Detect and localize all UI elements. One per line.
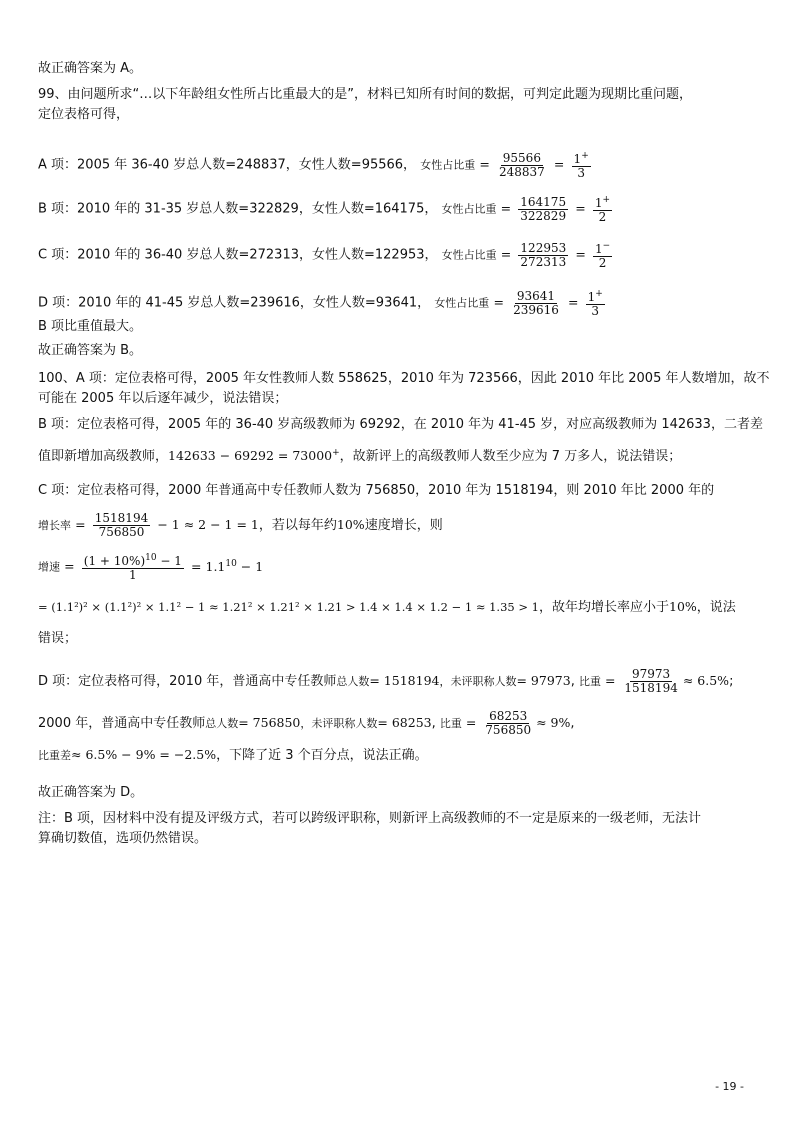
option-c-line: C 项：2010 年的 36-40 岁总人数=272313，女性人数=122953， 女性占比重 = $\frac{122953}{272313}$ = $\frac{1^-}{2}$	[38, 240, 611, 270]
option-b-text: B 项：2010 年的 31-35 岁总人数=322829，女性人数=164175，	[38, 201, 438, 217]
answer-b-line: 故正确答案为 B。	[38, 343, 143, 358]
estimate-math: = (1.1²)² × (1.1²)² × 1.1² − 1 ≈ 1.21² × 1.21² × 1.21 > 1.4 × 1.4 × 1.2 − 1 ≈ 1.35 > 1	[38, 600, 539, 614]
q100-b-line: B 项：定位表格可得，2005 年的 36-40 岁高级教师为 69292，在 2010 年为 41-45 岁，对应高级教师为 142633，二者差	[38, 417, 763, 432]
option-c-result: $\frac{1^-}{2}$	[595, 241, 611, 270]
answer-d-line: 故正确答案为 D。	[38, 785, 144, 800]
option-a-text: A 项：2005 年 36-40 岁总人数=248837，女性人数=95566，	[38, 157, 417, 173]
page-number: - 19 -	[715, 1080, 744, 1093]
conclusion-b-max: B 项比重值最大。	[38, 319, 143, 334]
option-c-label: 女性占比重	[441, 248, 497, 262]
d2010-ratio-fraction: $\frac{97973}{1518194}$	[624, 667, 678, 695]
option-d-line: D 项：2010 年的 41-45 岁总人数=239616，女性人数=93641， 女性占比重 = $\frac{93641}{239616}$ = $\frac{1^+}{3}$	[38, 288, 603, 318]
option-a-result: $\frac{1^+}{3}$	[573, 151, 589, 180]
d2000-ratio-fraction: $\frac{68253}{756850}$	[485, 709, 532, 737]
option-b-result: $\frac{1^+}{2}$	[594, 195, 611, 224]
option-d-result: $\frac{1^+}{3}$	[587, 289, 603, 318]
q99-intro: 99、由问题所求“…以下年龄组女性所占比重最大的是”，材料已知所有时间的数据，可判定此题为现期比重问题，	[38, 87, 693, 102]
option-d-fraction: $\frac{93641}{239616}$	[513, 288, 559, 317]
estimate-line-cont: 错误；	[38, 631, 78, 646]
ratio-diff-line: 比重差≈ 6.5% − 9% = −2.5%，下降了近 3 个百分点，说法正确。	[38, 747, 428, 763]
q100-d-line: D 项：定位表格可得，2010 年，普通高中专任教师总人数= 1518194，未评职称人数= 97973, 比重 = $\frac{97973}{1518194}$ ≈ 6.5%;	[38, 667, 734, 695]
speed-fraction: $\frac{(1 + 10\%)^{10} - 1}{1}$	[83, 553, 182, 582]
answer-a-line: 故正确答案为 A。	[38, 61, 143, 76]
option-b-label: 女性占比重	[441, 202, 497, 216]
option-c-fraction: $\frac{122953}{272313}$	[520, 240, 567, 269]
option-a-label: 女性占比重	[420, 158, 476, 172]
q100-a-line: 100、A 项：定位表格可得，2005 年女性教师人数 558625，2010 年为 723566，因此 2010 年比 2005 年人数增加，故不	[38, 371, 770, 386]
new-teachers-math: 142633 − 69292 = 73000+	[168, 448, 340, 464]
q100-a-line-cont: 可能在 2005 年以后逐年减少，说法错误；	[38, 391, 288, 406]
option-b-line: B 项：2010 年的 31-35 岁总人数=322829，女性人数=164175， 女性占比重 = $\frac{164175}{322829}$ = $\frac{1^+}{2}$	[38, 194, 611, 224]
option-d-label: 女性占比重	[434, 296, 490, 310]
growth-rate-line: 增长率 = $\frac{1518194}{756850}$ − 1 ≈ 2 − 1 = 1，若以每年约10%速度增长，则	[38, 511, 443, 539]
growth-rate-label: 增长率	[38, 519, 71, 532]
estimate-line: = (1.1²)² × (1.1²)² × 1.1² − 1 ≈ 1.21² × 1.21² × 1.21 > 1.4 × 1.4 × 1.2 − 1 ≈ 1.35 > 1，故年均增长率应小于10%，说法	[38, 599, 736, 615]
option-c-text: C 项：2010 年的 36-40 岁总人数=272313，女性人数=122953，	[38, 247, 438, 263]
speed-line: 增速 = $\frac{(1 + 10\%)^{10} - 1}{1}$ = $1.1^{10} - 1$	[38, 553, 264, 582]
d2000-line: 2000 年，普通高中专任教师总人数= 756850，未评职称人数= 68253, 比重 = $\frac{68253}{756850}$ ≈ 9%,	[38, 709, 575, 737]
growth-rate-fraction: $\frac{1518194}{756850}$	[94, 511, 149, 539]
note-line-cont: 算确切数值，选项仍然错误。	[38, 831, 208, 846]
q100-b-line-cont: 值即新增加高级教师，142633 − 69292 = 73000+，故新评上的高级教师人数至少应为 7 万多人，说法错误；	[38, 448, 682, 465]
q99-intro-cont: 定位表格可得，	[38, 107, 130, 122]
note-line: 注：B 项，因材料中没有提及评级方式，若可以跨级评职称，则新评上高级教师的不一定是原来的一级老师，无法计	[38, 811, 702, 826]
speed-label: 增速	[38, 560, 60, 574]
q100-c-line: C 项：定位表格可得，2000 年普通高中专任教师人数为 756850，2010 年为 1518194，则 2010 年比 2000 年的	[38, 483, 715, 498]
option-d-text: D 项：2010 年的 41-45 岁总人数=239616，女性人数=93641，	[38, 295, 431, 311]
option-a-line: A 项：2005 年 36-40 岁总人数=248837，女性人数=95566， 女性占比重 = $\frac{95566}{248837}$ = $\frac{1^+}{3}$	[38, 150, 589, 180]
option-a-fraction: $\frac{95566}{248837}$	[498, 150, 545, 179]
option-b-fraction: $\frac{164175}{322829}$	[520, 194, 567, 223]
